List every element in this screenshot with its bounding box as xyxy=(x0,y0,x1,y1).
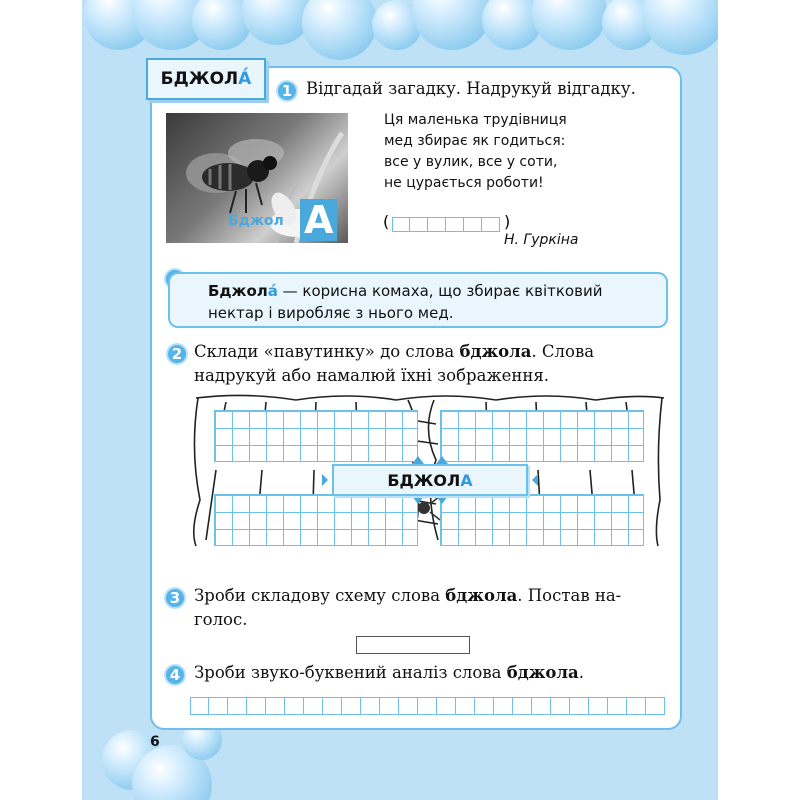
center-word-main: БДЖОЛ xyxy=(387,470,461,490)
definition-term-accent: а́ xyxy=(267,282,278,300)
letter-cell[interactable] xyxy=(456,697,475,715)
letter-cell[interactable] xyxy=(446,217,464,232)
lesson-title xyxy=(146,58,266,100)
letter-cell[interactable] xyxy=(437,697,456,715)
web-grid-top-right[interactable] xyxy=(440,410,644,462)
task2-line1-suffix: . Слова xyxy=(531,342,595,361)
letter-cell[interactable] xyxy=(494,697,513,715)
riddle-line: не цурається роботи! xyxy=(384,175,544,191)
web-grid-top-left[interactable] xyxy=(214,410,418,462)
letter-cell[interactable] xyxy=(304,697,323,715)
letter-cell[interactable] xyxy=(464,217,482,232)
letter-cell[interactable] xyxy=(475,697,494,715)
letter-cell[interactable] xyxy=(589,697,608,715)
task-number-2: 2 xyxy=(166,343,188,365)
answer-close-paren: ) xyxy=(504,212,511,231)
letter-cell[interactable] xyxy=(247,697,266,715)
syllable-scheme-box[interactable] xyxy=(356,636,470,654)
task2-instruction xyxy=(194,340,594,388)
task-number-1: 1 xyxy=(276,80,298,102)
task3-line1-bold: бджола xyxy=(445,586,518,605)
letter-cell[interactable] xyxy=(532,697,551,715)
photo-caption-text: Бджол xyxy=(228,213,284,229)
lesson-title-main: БДЖОЛ xyxy=(160,69,239,89)
letter-cell[interactable] xyxy=(551,697,570,715)
letter-cell[interactable] xyxy=(285,697,304,715)
answer-open-paren: ( xyxy=(383,212,390,231)
sound-analysis-cells[interactable] xyxy=(190,697,665,715)
task3-line1-suffix: . Постав на- xyxy=(517,586,622,605)
definition-term: Бджол xyxy=(208,282,268,300)
letter-cell[interactable] xyxy=(627,697,646,715)
bubble-decoration xyxy=(412,0,492,50)
task3-line2: голос. xyxy=(194,610,248,629)
task2-line1-bold: бджола xyxy=(459,342,532,361)
letter-cell[interactable] xyxy=(190,697,209,715)
task4-prefix: Зроби звуко-буквений аналіз слова xyxy=(194,663,507,682)
letter-cell[interactable] xyxy=(570,697,589,715)
task-number-3: 3 xyxy=(164,587,186,609)
riddle-author: Н. Гуркіна xyxy=(504,232,579,248)
definition-line1: — корисна комаха, що збирає квітковий xyxy=(277,282,603,300)
task4-instruction xyxy=(194,661,584,685)
definition-text xyxy=(208,280,602,324)
task3-instruction xyxy=(194,584,621,632)
bee-photo xyxy=(166,113,348,243)
letter-cell[interactable] xyxy=(418,697,437,715)
answer-cells[interactable] xyxy=(392,217,500,232)
task4-bold: бджола xyxy=(506,663,579,682)
page-number: 6 xyxy=(150,734,160,750)
center-word xyxy=(332,464,528,496)
task4-suffix: . xyxy=(578,663,584,682)
definition-line2: нектар і виробляє з нього мед. xyxy=(208,304,454,322)
lesson-title-accent: А́ xyxy=(238,69,252,89)
riddle-line: все у вулик, все у соти, xyxy=(384,154,558,170)
task3-line1-prefix: Зроби складову схему слова xyxy=(194,586,446,605)
letter-cell[interactable] xyxy=(380,697,399,715)
task2-line2: надрукуй або намалюй їхні зображення. xyxy=(194,366,550,385)
bubble-decoration xyxy=(302,0,377,60)
letter-cell[interactable] xyxy=(399,697,418,715)
riddle-text xyxy=(384,110,567,194)
riddle-line: мед збирає як годиться: xyxy=(384,133,566,149)
task2-line1-prefix: Склади «павутинку» до слова xyxy=(194,342,460,361)
bubble-decoration xyxy=(642,0,718,55)
task1-instruction: Відгадай загадку. Надрукуй відгадку. xyxy=(306,79,636,98)
letter-cell[interactable] xyxy=(428,217,446,232)
task-number-4: 4 xyxy=(164,664,186,686)
letter-cell[interactable] xyxy=(209,697,228,715)
letter-cell[interactable] xyxy=(323,697,342,715)
letter-cell[interactable] xyxy=(342,697,361,715)
photo-caption-letter: А xyxy=(300,199,337,241)
riddle-line: Ця маленька трудівниця xyxy=(384,112,567,128)
letter-cell[interactable] xyxy=(482,217,500,232)
letter-cell[interactable] xyxy=(361,697,380,715)
letter-cell[interactable] xyxy=(410,217,428,232)
photo-caption xyxy=(228,213,284,229)
bubble-decoration xyxy=(532,0,607,50)
center-word-accent: А xyxy=(460,470,473,490)
letter-cell[interactable] xyxy=(608,697,627,715)
letter-cell[interactable] xyxy=(392,217,410,232)
letter-cell[interactable] xyxy=(646,697,665,715)
letter-cell[interactable] xyxy=(513,697,532,715)
letter-cell[interactable] xyxy=(228,697,247,715)
letter-cell[interactable] xyxy=(266,697,285,715)
